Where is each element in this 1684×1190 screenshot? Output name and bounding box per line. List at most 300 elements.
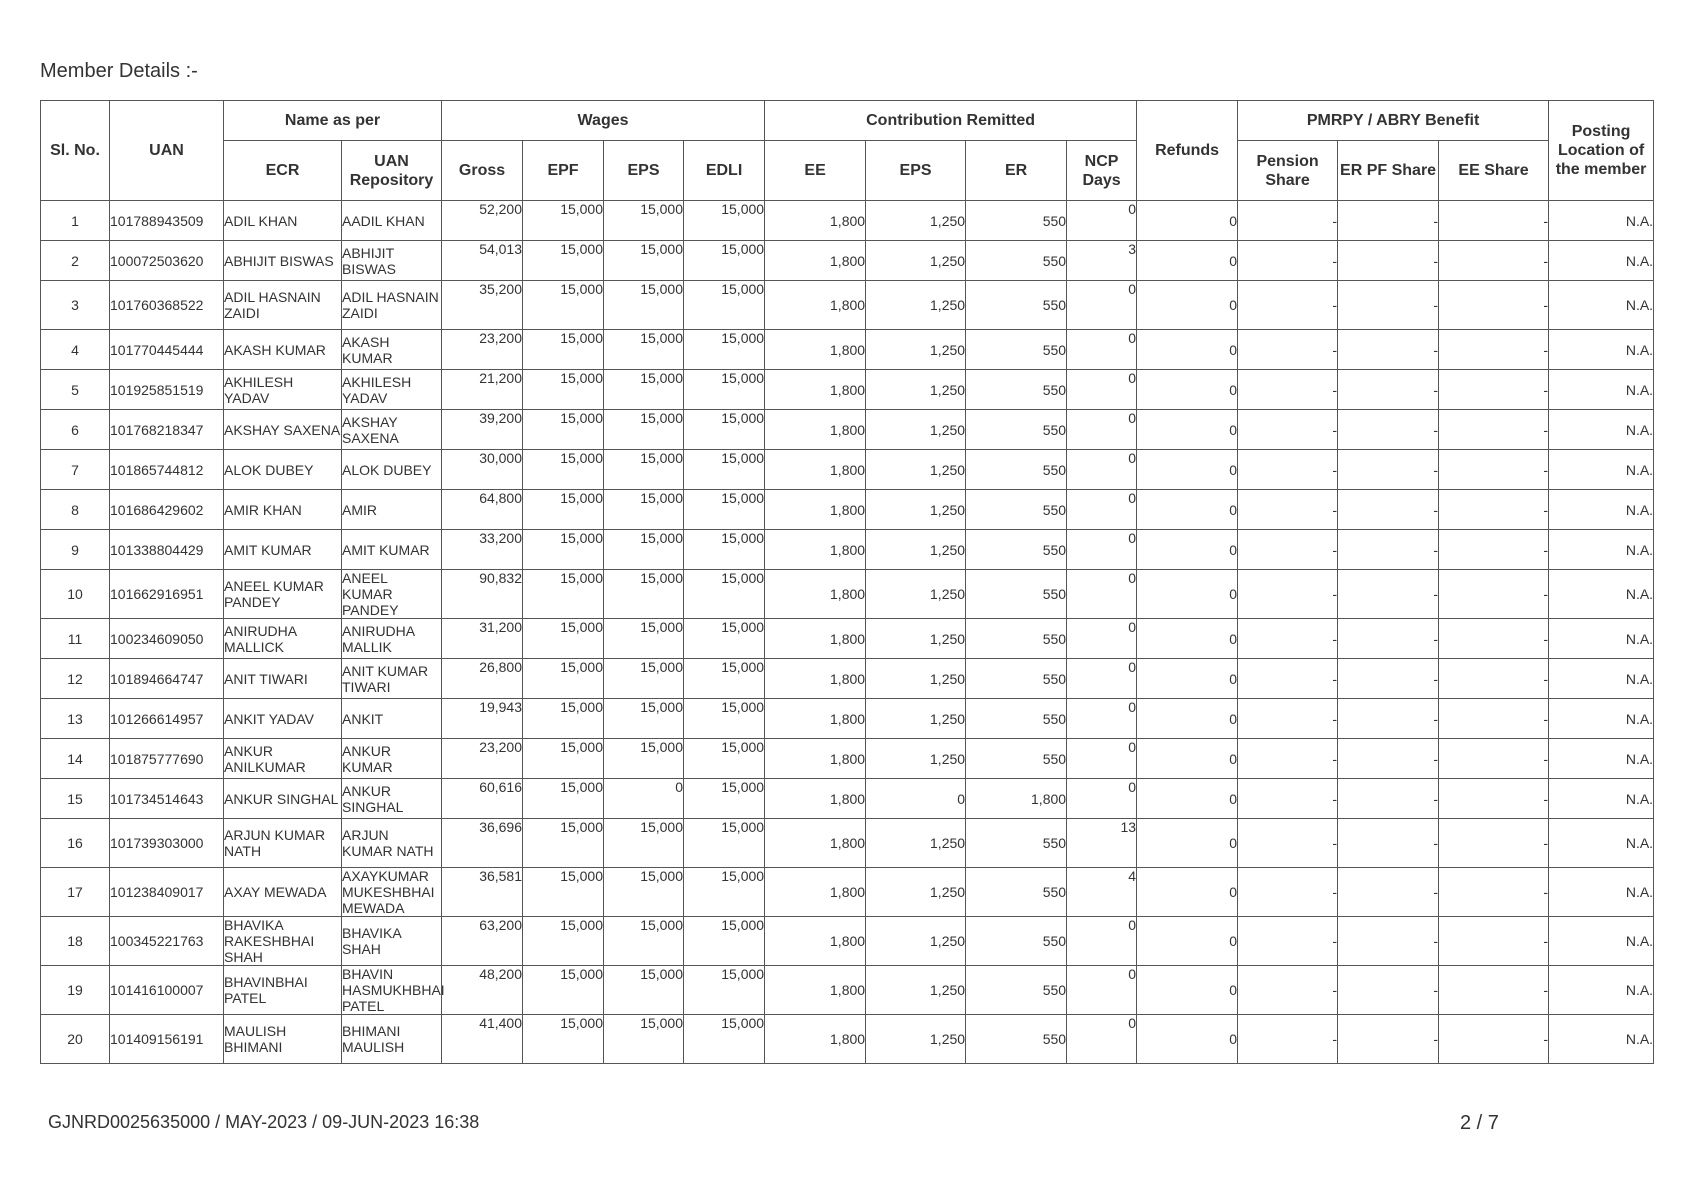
cell-ee-share: - [1439, 450, 1549, 490]
cell-eps-wages: 15,000 [604, 370, 684, 410]
cell-eps-contribution: 1,250 [866, 659, 966, 699]
cell-er: 550 [966, 659, 1067, 699]
cell-ee: 1,800 [765, 241, 866, 281]
cell-name-uan-repository: AMIR [342, 490, 442, 530]
table-row [41, 410, 1654, 450]
cell-sl-no: 1 [41, 201, 110, 241]
col-header-ee: EE [765, 141, 866, 201]
cell-uan: 101894664747 [110, 659, 224, 699]
cell-pension-share: - [1238, 779, 1338, 819]
cell-eps-wages: 15,000 [604, 659, 684, 699]
cell-refunds: 0 [1137, 699, 1238, 739]
table-row [41, 699, 1654, 739]
table-row [41, 739, 1654, 779]
cell-er-pf-share: - [1338, 659, 1439, 699]
cell-pension-share: - [1238, 819, 1338, 868]
cell-epf: 15,000 [523, 241, 604, 281]
cell-ncp-days: 0 [1067, 281, 1137, 330]
cell-er: 550 [966, 530, 1067, 570]
cell-sl-no: 14 [41, 739, 110, 779]
cell-gross: 36,696 [442, 819, 523, 868]
cell-er-pf-share: - [1338, 201, 1439, 241]
cell-name-uan-repository: ANKUR KUMAR [342, 739, 442, 779]
cell-pension-share: - [1238, 490, 1338, 530]
cell-sl-no: 10 [41, 570, 110, 619]
cell-gross: 54,013 [442, 241, 523, 281]
cell-gross: 30,000 [442, 450, 523, 490]
cell-sl-no: 13 [41, 699, 110, 739]
cell-pension-share: - [1238, 570, 1338, 619]
table-row [41, 868, 1654, 917]
cell-er-pf-share: - [1338, 530, 1439, 570]
cell-epf: 15,000 [523, 281, 604, 330]
cell-epf: 15,000 [523, 201, 604, 241]
cell-gross: 52,200 [442, 201, 523, 241]
cell-eps-wages: 15,000 [604, 966, 684, 1015]
cell-epf: 15,000 [523, 410, 604, 450]
page-number: 2 / 7 [1460, 1112, 1499, 1134]
cell-uan: 101338804429 [110, 530, 224, 570]
cell-posting-location: N.A. [1549, 917, 1654, 966]
cell-eps-contribution: 1,250 [866, 1015, 966, 1064]
cell-eps-contribution: 1,250 [866, 450, 966, 490]
cell-name-ecr: ANKUR SINGHAL [224, 779, 342, 819]
cell-ee: 1,800 [765, 330, 866, 370]
col-header-sl-no: Sl. No. [41, 101, 110, 201]
cell-eps-contribution: 1,250 [866, 370, 966, 410]
cell-name-ecr: ANKIT YADAV [224, 699, 342, 739]
cell-name-uan-repository: AKASH KUMAR [342, 330, 442, 370]
cell-sl-no: 18 [41, 917, 110, 966]
cell-refunds: 0 [1137, 330, 1238, 370]
cell-pension-share: - [1238, 201, 1338, 241]
cell-eps-wages: 15,000 [604, 201, 684, 241]
cell-er: 550 [966, 619, 1067, 659]
cell-name-uan-repository: BHAVIN HASMUKHBHAI PATEL [342, 966, 445, 1014]
cell-eps-contribution: 1,250 [866, 490, 966, 530]
cell-name-ecr: ANIRUDHA MALLICK [224, 619, 342, 659]
cell-ncp-days: 0 [1067, 619, 1137, 659]
cell-er-pf-share: - [1338, 490, 1439, 530]
table-body [41, 201, 1654, 1064]
cell-name-uan-repository: ANEEL KUMAR PANDEY [342, 570, 442, 619]
cell-posting-location: N.A. [1549, 241, 1654, 281]
cell-sl-no: 11 [41, 619, 110, 659]
cell-posting-location: N.A. [1549, 410, 1654, 450]
cell-uan: 101238409017 [110, 868, 224, 917]
cell-ee: 1,800 [765, 490, 866, 530]
cell-er-pf-share: - [1338, 699, 1439, 739]
cell-sl-no: 5 [41, 370, 110, 410]
cell-refunds: 0 [1137, 410, 1238, 450]
cell-name-ecr: AKHILESH YADAV [224, 370, 342, 410]
cell-eps-contribution: 1,250 [866, 619, 966, 659]
table-row [41, 450, 1654, 490]
col-header-posting-location: Posting Location of the member [1549, 101, 1654, 201]
cell-sl-no: 12 [41, 659, 110, 699]
cell-er: 550 [966, 201, 1067, 241]
cell-ee: 1,800 [765, 530, 866, 570]
table-row [41, 966, 1654, 1015]
cell-edli: 15,000 [684, 241, 765, 281]
cell-eps-contribution: 1,250 [866, 570, 966, 619]
cell-gross: 19,943 [442, 699, 523, 739]
cell-ncp-days: 0 [1067, 450, 1137, 490]
cell-edli: 15,000 [684, 659, 765, 699]
cell-ee-share: - [1439, 659, 1549, 699]
cell-posting-location: N.A. [1549, 370, 1654, 410]
cell-er-pf-share: - [1338, 410, 1439, 450]
cell-eps-wages: 15,000 [604, 410, 684, 450]
footer-reference: GJNRD0025635000 / MAY-2023 / 09-JUN-2023 16:38 [48, 1112, 480, 1132]
cell-edli: 15,000 [684, 819, 765, 868]
cell-edli: 15,000 [684, 1015, 765, 1064]
cell-posting-location: N.A. [1549, 490, 1654, 530]
cell-edli: 15,000 [684, 201, 765, 241]
cell-er-pf-share: - [1338, 241, 1439, 281]
cell-name-uan-repository: AADIL KHAN [342, 201, 442, 241]
cell-sl-no: 7 [41, 450, 110, 490]
cell-pension-share: - [1238, 1015, 1338, 1064]
cell-sl-no: 19 [41, 966, 110, 1015]
cell-er-pf-share: - [1338, 1015, 1439, 1064]
cell-eps-contribution: 0 [866, 779, 966, 819]
cell-ncp-days: 0 [1067, 370, 1137, 410]
cell-name-ecr: ADIL HASNAIN ZAIDI [224, 281, 342, 330]
cell-ncp-days: 0 [1067, 699, 1137, 739]
cell-eps-contribution: 1,250 [866, 410, 966, 450]
table-row [41, 570, 1654, 619]
cell-ee: 1,800 [765, 1015, 866, 1064]
cell-posting-location: N.A. [1549, 201, 1654, 241]
cell-er-pf-share: - [1338, 819, 1439, 868]
cell-name-uan-repository: BHAVIKA SHAH [342, 917, 442, 966]
cell-edli: 15,000 [684, 450, 765, 490]
cell-er-pf-share: - [1338, 450, 1439, 490]
cell-name-uan-repository: BHIMANI MAULISH [342, 1015, 442, 1064]
cell-sl-no: 16 [41, 819, 110, 868]
cell-posting-location: N.A. [1549, 450, 1654, 490]
cell-name-ecr: ANIT TIWARI [224, 659, 342, 699]
cell-ee-share: - [1439, 281, 1549, 330]
cell-refunds: 0 [1137, 570, 1238, 619]
cell-ncp-days: 0 [1067, 1015, 1137, 1064]
cell-gross: 23,200 [442, 330, 523, 370]
cell-eps-wages: 15,000 [604, 570, 684, 619]
cell-ee-share: - [1439, 739, 1549, 779]
cell-eps-wages: 15,000 [604, 241, 684, 281]
cell-er-pf-share: - [1338, 868, 1439, 917]
cell-ncp-days: 0 [1067, 530, 1137, 570]
cell-ee-share: - [1439, 201, 1549, 241]
cell-er: 550 [966, 410, 1067, 450]
cell-eps-wages: 15,000 [604, 699, 684, 739]
cell-epf: 15,000 [523, 739, 604, 779]
group-header-wages: Wages [442, 101, 765, 141]
cell-ee-share: - [1439, 917, 1549, 966]
cell-ee-share: - [1439, 819, 1549, 868]
cell-edli: 15,000 [684, 699, 765, 739]
cell-er: 550 [966, 450, 1067, 490]
cell-posting-location: N.A. [1549, 659, 1654, 699]
cell-uan: 101865744812 [110, 450, 224, 490]
cell-er-pf-share: - [1338, 966, 1439, 1015]
cell-name-uan-repository: ALOK DUBEY [342, 450, 442, 490]
cell-gross: 23,200 [442, 739, 523, 779]
cell-name-uan-repository: AMIT KUMAR [342, 530, 442, 570]
cell-name-uan-repository: ARJUN KUMAR NATH [342, 819, 442, 868]
cell-name-uan-repository: AKSHAY SAXENA [342, 410, 442, 450]
col-header-epf: EPF [523, 141, 604, 201]
cell-pension-share: - [1238, 619, 1338, 659]
cell-refunds: 0 [1137, 659, 1238, 699]
cell-pension-share: - [1238, 281, 1338, 330]
cell-er: 1,800 [966, 779, 1067, 819]
cell-ncp-days: 4 [1067, 868, 1137, 917]
cell-ee: 1,800 [765, 370, 866, 410]
table-row [41, 917, 1654, 966]
member-details-table [40, 100, 1654, 1064]
cell-ncp-days: 0 [1067, 779, 1137, 819]
cell-ee: 1,800 [765, 779, 866, 819]
cell-epf: 15,000 [523, 530, 604, 570]
cell-eps-contribution: 1,250 [866, 201, 966, 241]
cell-epf: 15,000 [523, 370, 604, 410]
cell-refunds: 0 [1137, 868, 1238, 917]
cell-name-ecr: AKSHAY SAXENA [224, 410, 342, 450]
cell-er-pf-share: - [1338, 570, 1439, 619]
col-header-refunds: Refunds [1137, 101, 1238, 201]
cell-posting-location: N.A. [1549, 966, 1654, 1015]
group-header-contribution-remitted: Contribution Remitted [765, 101, 1137, 141]
cell-eps-wages: 15,000 [604, 530, 684, 570]
cell-ee-share: - [1439, 619, 1549, 659]
cell-er: 550 [966, 966, 1067, 1015]
cell-gross: 90,832 [442, 570, 523, 619]
cell-eps-wages: 15,000 [604, 490, 684, 530]
cell-edli: 15,000 [684, 966, 765, 1015]
cell-er: 550 [966, 241, 1067, 281]
cell-posting-location: N.A. [1549, 619, 1654, 659]
cell-pension-share: - [1238, 699, 1338, 739]
table-row [41, 370, 1654, 410]
cell-uan: 101739303000 [110, 819, 224, 868]
cell-epf: 15,000 [523, 819, 604, 868]
col-header-er: ER [966, 141, 1067, 201]
cell-eps-wages: 15,000 [604, 450, 684, 490]
cell-gross: 31,200 [442, 619, 523, 659]
cell-name-ecr: ANKUR ANILKUMAR [224, 739, 342, 779]
cell-refunds: 0 [1137, 201, 1238, 241]
cell-name-uan-repository: ABHIJIT BISWAS [342, 241, 442, 281]
cell-sl-no: 6 [41, 410, 110, 450]
cell-name-ecr: AMIT KUMAR [224, 530, 342, 570]
table-row [41, 779, 1654, 819]
cell-pension-share: - [1238, 450, 1338, 490]
table-row [41, 281, 1654, 330]
col-header-uan-repository: UAN Repository [342, 141, 442, 201]
cell-uan: 100072503620 [110, 241, 224, 281]
cell-name-uan-repository: AXAYKUMAR MUKESHBHAI MEWADA [342, 868, 442, 917]
cell-eps-wages: 15,000 [604, 330, 684, 370]
cell-epf: 15,000 [523, 917, 604, 966]
cell-sl-no: 3 [41, 281, 110, 330]
cell-refunds: 0 [1137, 819, 1238, 868]
cell-er: 550 [966, 739, 1067, 779]
cell-epf: 15,000 [523, 1015, 604, 1064]
cell-er: 550 [966, 1015, 1067, 1064]
cell-ncp-days: 0 [1067, 330, 1137, 370]
cell-name-uan-repository: ADIL HASNAIN ZAIDI [342, 281, 442, 330]
cell-eps-wages: 15,000 [604, 739, 684, 779]
cell-ee-share: - [1439, 330, 1549, 370]
table-row [41, 1015, 1654, 1064]
cell-name-ecr: BHAVINBHAI PATEL [224, 966, 342, 1015]
cell-ncp-days: 0 [1067, 570, 1137, 619]
cell-ee: 1,800 [765, 966, 866, 1015]
cell-name-ecr: ADIL KHAN [224, 201, 342, 241]
col-header-gross: Gross [442, 141, 523, 201]
cell-refunds: 0 [1137, 779, 1238, 819]
cell-eps-contribution: 1,250 [866, 819, 966, 868]
cell-sl-no: 2 [41, 241, 110, 281]
cell-posting-location: N.A. [1549, 330, 1654, 370]
cell-ncp-days: 13 [1067, 819, 1137, 868]
cell-sl-no: 15 [41, 779, 110, 819]
cell-er: 550 [966, 868, 1067, 917]
cell-uan: 101662916951 [110, 570, 224, 619]
cell-refunds: 0 [1137, 917, 1238, 966]
cell-eps-contribution: 1,250 [866, 530, 966, 570]
cell-eps-wages: 15,000 [604, 917, 684, 966]
cell-eps-contribution: 1,250 [866, 868, 966, 917]
cell-eps-wages: 15,000 [604, 1015, 684, 1064]
cell-posting-location: N.A. [1549, 699, 1654, 739]
cell-edli: 15,000 [684, 330, 765, 370]
cell-eps-wages: 0 [604, 779, 684, 819]
cell-ee-share: - [1439, 1015, 1549, 1064]
cell-ncp-days: 3 [1067, 241, 1137, 281]
cell-pension-share: - [1238, 917, 1338, 966]
cell-gross: 35,200 [442, 281, 523, 330]
cell-ee-share: - [1439, 490, 1549, 530]
cell-edli: 15,000 [684, 370, 765, 410]
cell-gross: 39,200 [442, 410, 523, 450]
table-row [41, 819, 1654, 868]
cell-posting-location: N.A. [1549, 1015, 1654, 1064]
cell-ee-share: - [1439, 570, 1549, 619]
col-header-edli: EDLI [684, 141, 765, 201]
cell-eps-contribution: 1,250 [866, 241, 966, 281]
cell-uan: 101925851519 [110, 370, 224, 410]
cell-eps-wages: 15,000 [604, 868, 684, 917]
table-row [41, 530, 1654, 570]
cell-edli: 15,000 [684, 917, 765, 966]
cell-eps-contribution: 1,250 [866, 917, 966, 966]
cell-name-ecr: AXAY MEWADA [224, 868, 342, 917]
cell-pension-share: - [1238, 868, 1338, 917]
cell-posting-location: N.A. [1549, 530, 1654, 570]
cell-er-pf-share: - [1338, 917, 1439, 966]
cell-edli: 15,000 [684, 619, 765, 659]
cell-epf: 15,000 [523, 330, 604, 370]
cell-er-pf-share: - [1338, 739, 1439, 779]
cell-posting-location: N.A. [1549, 779, 1654, 819]
col-header-uan: UAN [110, 101, 224, 201]
cell-ncp-days: 0 [1067, 659, 1137, 699]
cell-ee: 1,800 [765, 659, 866, 699]
cell-edli: 15,000 [684, 410, 765, 450]
cell-uan: 101409156191 [110, 1015, 224, 1064]
cell-uan: 101760368522 [110, 281, 224, 330]
cell-sl-no: 4 [41, 330, 110, 370]
cell-uan: 101768218347 [110, 410, 224, 450]
cell-ee-share: - [1439, 530, 1549, 570]
cell-posting-location: N.A. [1549, 739, 1654, 779]
cell-pension-share: - [1238, 659, 1338, 699]
cell-epf: 15,000 [523, 570, 604, 619]
col-header-eps-contribution: EPS [866, 141, 966, 201]
cell-pension-share: - [1238, 410, 1338, 450]
cell-pension-share: - [1238, 966, 1338, 1015]
cell-gross: 26,800 [442, 659, 523, 699]
section-title: Member Details :- [40, 60, 198, 82]
cell-ee: 1,800 [765, 410, 866, 450]
cell-uan: 101416100007 [110, 966, 224, 1015]
cell-er-pf-share: - [1338, 281, 1439, 330]
cell-ncp-days: 0 [1067, 966, 1137, 1015]
cell-eps-wages: 15,000 [604, 819, 684, 868]
cell-er: 550 [966, 917, 1067, 966]
cell-sl-no: 17 [41, 868, 110, 917]
cell-sl-no: 20 [41, 1015, 110, 1064]
cell-eps-contribution: 1,250 [866, 739, 966, 779]
cell-refunds: 0 [1137, 490, 1238, 530]
cell-ee-share: - [1439, 699, 1549, 739]
col-header-ee-share: EE Share [1439, 141, 1549, 201]
cell-edli: 15,000 [684, 281, 765, 330]
cell-epf: 15,000 [523, 966, 604, 1015]
cell-ee: 1,800 [765, 739, 866, 779]
cell-sl-no: 9 [41, 530, 110, 570]
cell-ncp-days: 0 [1067, 201, 1137, 241]
cell-posting-location: N.A. [1549, 570, 1654, 619]
cell-ncp-days: 0 [1067, 410, 1137, 450]
cell-epf: 15,000 [523, 699, 604, 739]
cell-name-ecr: ARJUN KUMAR NATH [224, 819, 342, 868]
cell-ee-share: - [1439, 779, 1549, 819]
cell-gross: 41,400 [442, 1015, 523, 1064]
cell-er: 550 [966, 819, 1067, 868]
cell-er: 550 [966, 490, 1067, 530]
cell-er: 550 [966, 330, 1067, 370]
cell-ee: 1,800 [765, 819, 866, 868]
cell-epf: 15,000 [523, 659, 604, 699]
table-header [41, 101, 1654, 201]
cell-name-uan-repository: AKHILESH YADAV [342, 370, 442, 410]
cell-gross: 63,200 [442, 917, 523, 966]
cell-eps-wages: 15,000 [604, 619, 684, 659]
cell-refunds: 0 [1137, 966, 1238, 1015]
cell-edli: 15,000 [684, 570, 765, 619]
cell-ee-share: - [1439, 868, 1549, 917]
cell-er-pf-share: - [1338, 370, 1439, 410]
cell-er: 550 [966, 699, 1067, 739]
table-row [41, 241, 1654, 281]
cell-gross: 36,581 [442, 868, 523, 917]
cell-edli: 15,000 [684, 739, 765, 779]
cell-er-pf-share: - [1338, 619, 1439, 659]
